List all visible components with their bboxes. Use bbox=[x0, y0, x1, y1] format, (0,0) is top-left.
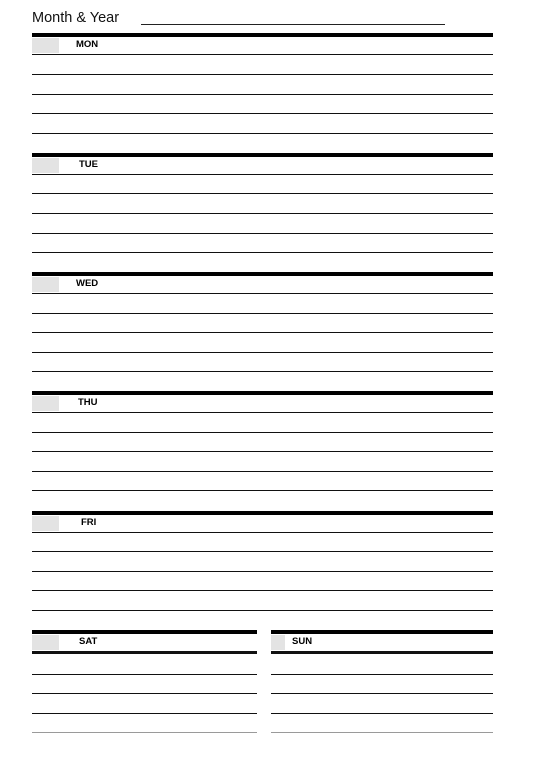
section-top-bar bbox=[32, 153, 493, 157]
day-section-mon bbox=[32, 33, 493, 135]
day-section-thu bbox=[32, 391, 493, 493]
writing-line[interactable] bbox=[32, 490, 493, 491]
writing-line[interactable] bbox=[32, 113, 493, 114]
section-top-bar bbox=[32, 33, 493, 37]
writing-line[interactable] bbox=[32, 233, 493, 234]
writing-line[interactable] bbox=[32, 693, 257, 694]
writing-line[interactable] bbox=[32, 432, 493, 433]
day-label-wed: WED bbox=[76, 278, 99, 289]
writing-line[interactable] bbox=[32, 590, 493, 591]
section-top-bar bbox=[271, 630, 493, 634]
section-top-bar bbox=[32, 630, 257, 634]
writing-line[interactable] bbox=[32, 451, 493, 452]
writing-line[interactable] bbox=[32, 332, 493, 333]
day-color-box bbox=[32, 38, 59, 53]
day-label-mon: MON bbox=[76, 39, 99, 50]
day-label-tue: TUE bbox=[79, 159, 98, 170]
writing-line[interactable] bbox=[32, 532, 493, 533]
writing-line[interactable] bbox=[32, 371, 493, 372]
writing-line[interactable] bbox=[32, 54, 493, 55]
writing-line[interactable] bbox=[32, 713, 257, 714]
writing-line[interactable] bbox=[32, 412, 493, 413]
writing-line[interactable] bbox=[32, 471, 493, 472]
writing-line[interactable] bbox=[32, 213, 493, 214]
day-color-box bbox=[32, 516, 59, 531]
writing-line[interactable] bbox=[32, 293, 493, 294]
section-top-bar bbox=[32, 511, 493, 515]
writing-line[interactable] bbox=[32, 651, 257, 654]
writing-line[interactable] bbox=[32, 133, 493, 134]
writing-line[interactable] bbox=[32, 252, 493, 253]
day-section-fri bbox=[32, 511, 493, 613]
writing-line[interactable] bbox=[271, 693, 493, 694]
month-year-input-line[interactable] bbox=[141, 24, 445, 25]
day-section-wed bbox=[32, 272, 493, 374]
writing-line[interactable] bbox=[32, 732, 257, 733]
writing-line[interactable] bbox=[32, 610, 493, 611]
day-color-box bbox=[32, 396, 59, 411]
day-color-box bbox=[32, 635, 59, 650]
day-label-fri: FRI bbox=[81, 517, 97, 528]
day-color-box bbox=[32, 277, 59, 292]
day-label-sat: SAT bbox=[79, 636, 98, 647]
day-label-thu: THU bbox=[78, 397, 98, 408]
writing-line[interactable] bbox=[271, 651, 493, 654]
writing-line[interactable] bbox=[271, 674, 493, 675]
day-section-sun bbox=[271, 630, 493, 736]
writing-line[interactable] bbox=[32, 193, 493, 194]
writing-line[interactable] bbox=[32, 74, 493, 75]
writing-line[interactable] bbox=[32, 94, 493, 95]
writing-line[interactable] bbox=[271, 732, 493, 733]
day-label-sun: SUN bbox=[292, 636, 313, 647]
writing-line[interactable] bbox=[32, 174, 493, 175]
writing-line[interactable] bbox=[32, 674, 257, 675]
writing-line[interactable] bbox=[32, 571, 493, 572]
writing-line[interactable] bbox=[32, 313, 493, 314]
day-color-box bbox=[32, 158, 59, 173]
section-top-bar bbox=[32, 272, 493, 276]
writing-line[interactable] bbox=[32, 352, 493, 353]
month-year-label: Month & Year bbox=[32, 10, 120, 26]
day-color-box bbox=[271, 635, 285, 650]
day-section-tue bbox=[32, 153, 493, 255]
writing-line[interactable] bbox=[32, 551, 493, 552]
day-section-sat bbox=[32, 630, 257, 736]
writing-line[interactable] bbox=[271, 713, 493, 714]
section-top-bar bbox=[32, 391, 493, 395]
